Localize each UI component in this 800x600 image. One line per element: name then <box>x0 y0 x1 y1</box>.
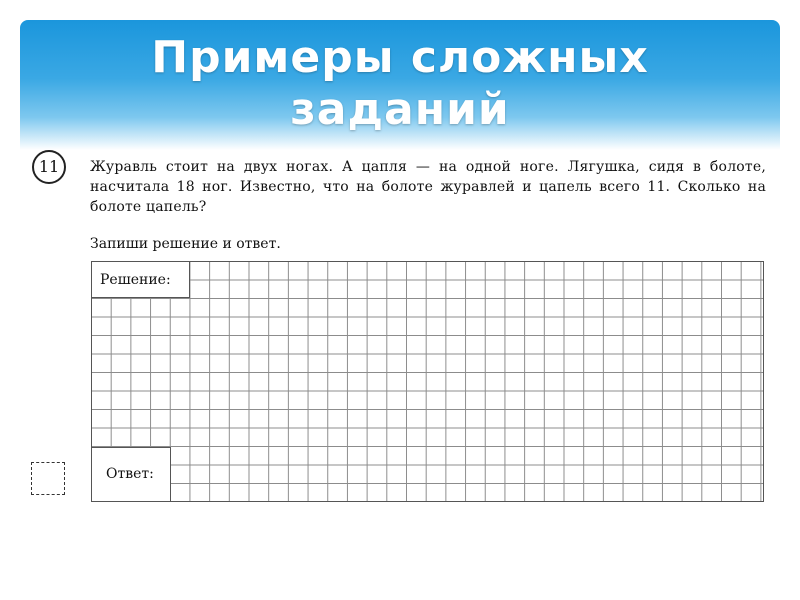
instruction-text: Запиши решение и ответ. <box>90 236 281 252</box>
score-box[interactable] <box>31 462 65 495</box>
answer-label: Ответ: <box>91 447 171 502</box>
slide-title: Примеры сложных заданий <box>151 32 649 135</box>
problem-text: Журавль стоит на двух ногах. А цапля — на одной ноге. Лягушка, сидя в болоте, насчитала 18 ног. Известно, что на болоте журавлей и цапель всего 11. Сколько на болоте цапель? <box>90 159 766 215</box>
task-number-badge: 11 <box>32 150 66 184</box>
solution-label: Решение: <box>91 261 190 298</box>
answer-grid[interactable] <box>91 261 764 502</box>
